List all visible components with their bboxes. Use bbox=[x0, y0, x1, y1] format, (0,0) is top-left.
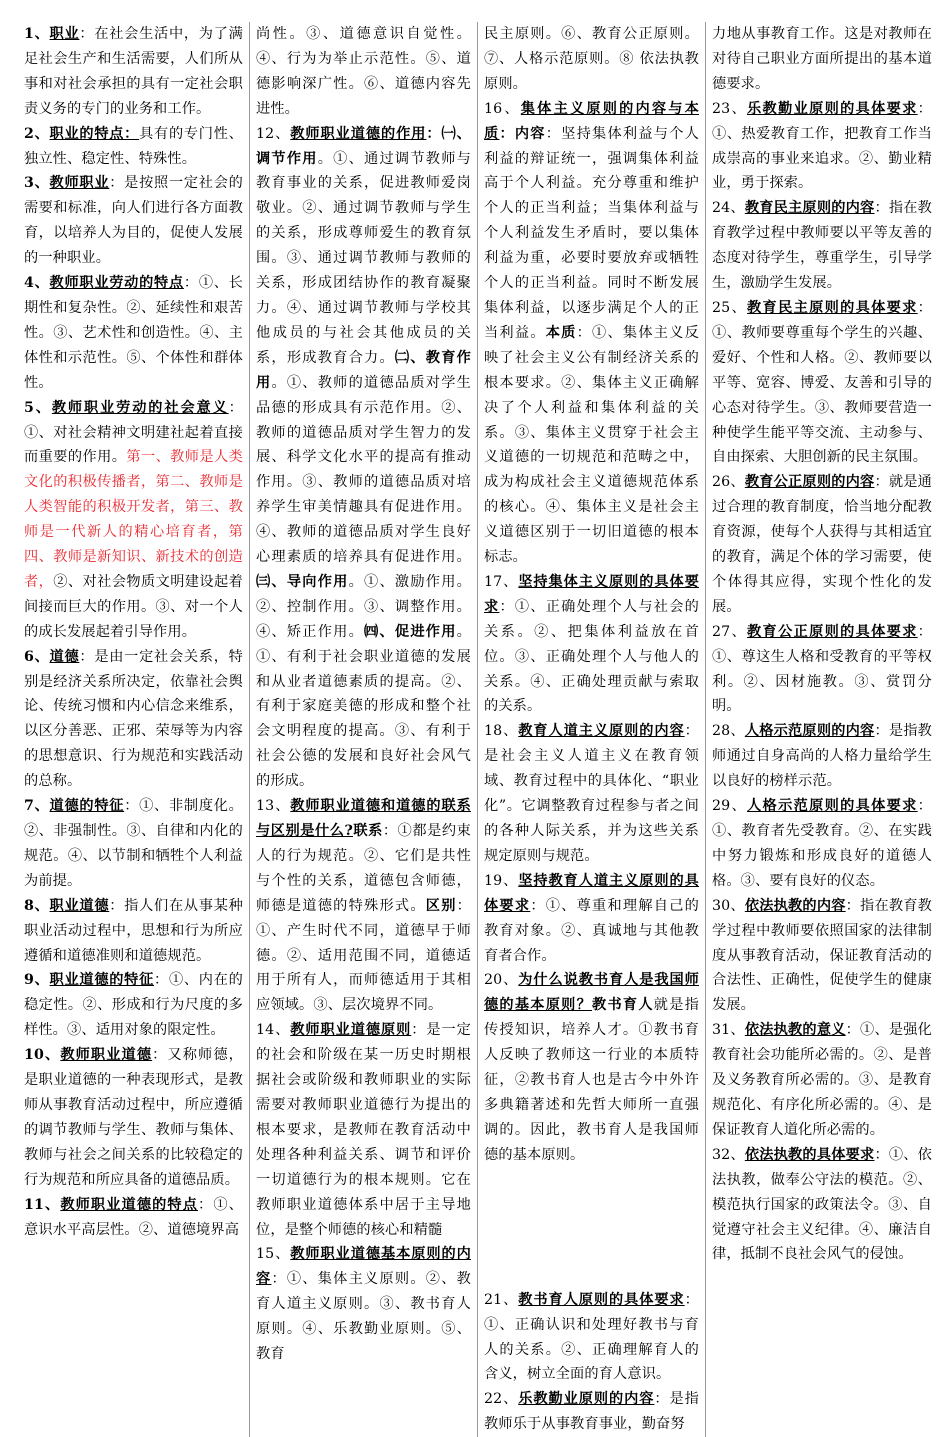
item-22 bbox=[484, 1387, 699, 1437]
item-17 bbox=[484, 570, 699, 719]
item-number: 5、 bbox=[24, 399, 52, 416]
item-term: 教师职业 bbox=[49, 175, 110, 192]
subheading: ：内容 bbox=[499, 125, 546, 142]
item-3 bbox=[24, 171, 243, 271]
item-15 bbox=[256, 1242, 471, 1367]
item-term: 教书育人原则的具体要求 bbox=[518, 1291, 685, 1308]
item-number: 22、 bbox=[484, 1391, 519, 1408]
item-term: 乐教勤业原则的内容 bbox=[518, 1391, 655, 1408]
item-body: 。①、教师的道德品质对学生品德的形成具有示范作用。②、教师的道德品质对学生智力的发展、科学文化水平的提高有推动作用。③、教师的道德品质对培养学生审美情趣具有促进作用。④、教师的道德品质对学生良好心理素质的培养具有促进作用。 bbox=[256, 374, 471, 566]
item-number: 28、 bbox=[712, 723, 745, 740]
item-number: 16、 bbox=[484, 100, 521, 117]
item-number: 30、 bbox=[712, 897, 745, 914]
item-term: 人格示范原则的具体要求 bbox=[747, 798, 918, 815]
item-term: 教育民主原则的内容 bbox=[744, 200, 875, 217]
item-term: 职业 bbox=[49, 26, 80, 42]
subheading: 本质 bbox=[545, 324, 577, 341]
column-4 bbox=[706, 22, 938, 1437]
item-term: 坚持集体主义原则的具体要求 bbox=[484, 573, 699, 615]
item-number: 11、 bbox=[24, 1196, 61, 1213]
item-number: 10、 bbox=[24, 1047, 61, 1064]
item-body: ：①、尊这生人格和受教育的平等权利。②、因材施教。③、赏罚分明。 bbox=[712, 623, 932, 715]
item-term: 人格示范原则的内容 bbox=[744, 723, 875, 740]
item-body: ：①、依法执教，做奉公守法的模范。②、模范执行国家的政策法令。③、自觉遵守社会主义纪律。④、廉洁自律，抵制不良社会风气的侵蚀。 bbox=[712, 1146, 932, 1263]
item-number: 6、 bbox=[24, 648, 50, 665]
item-body: ：①、集体主义反映了社会主义公有制经济关系的根本要求。②、集体主义正确解决了个人利益和集体利益的关系。③、集体主义贯穿于社会主义道德的一切规范和范畴之中，成为构成社会主义道德规范体系的核心。④、集体主义是社会主义道德区别于一切旧道德的根本标志。 bbox=[484, 324, 699, 566]
item-body: ：①、教育者先受教育。②、在实践中努力锻炼和形成良好的道德人格。③、要有良好的仪态。 bbox=[712, 798, 932, 889]
item-26 bbox=[712, 470, 932, 619]
item-term: 集体主义原则的内容与本质 bbox=[484, 100, 699, 142]
item-16 bbox=[484, 97, 699, 570]
item-body: 。①、有利于社会职业道德的发展和从业者道德素质的提高。②、有利于家庭美德的形成和整个社会文明程度的提高。③、有利于社会公德的发展和良好社会风气的形成。 bbox=[256, 623, 471, 790]
item-term: 教育人道主义原则的内容 bbox=[518, 723, 685, 740]
item-8 bbox=[24, 894, 243, 969]
item-number: 24、 bbox=[712, 200, 745, 217]
item-body: ：指在教育教学过程中教师要依照国家的法律制度从事教育活动，保证教育活动的合法性、正确性，促使学生的健康发展。 bbox=[712, 897, 932, 1014]
item-term: 为什么说教书育人是我国师德的基本原则？ bbox=[484, 972, 699, 1014]
item-12 bbox=[256, 122, 471, 794]
item-19 bbox=[484, 869, 699, 969]
item-term: 道德的特征 bbox=[49, 798, 125, 815]
item-term: 教师职业劳动的社会意义 bbox=[51, 399, 229, 416]
item-23 bbox=[712, 97, 932, 197]
item-28 bbox=[712, 719, 932, 794]
item-2 bbox=[24, 122, 243, 172]
subheading: 教书育人 bbox=[592, 997, 654, 1014]
item-body: 。①、激励作用。②、控制作用。③、调整作用。④、矫正作用。 bbox=[256, 573, 472, 640]
item-10 bbox=[24, 1043, 243, 1192]
item-number: 25、 bbox=[712, 299, 748, 316]
item-term: 教师职业道德原则 bbox=[290, 1022, 412, 1039]
item-number: 29、 bbox=[712, 798, 748, 815]
item-number: 18、 bbox=[484, 723, 519, 740]
item-term: 坚持教育人道主义原则的具体要求 bbox=[484, 872, 699, 914]
item-body: 民主原则。⑥、教育公正原则。⑦、人格示范原则。⑧ 依法执教原则。 bbox=[484, 26, 699, 92]
item-number: 8、 bbox=[24, 897, 50, 914]
item-body: ：①、集体主义原则。②、教育人道主义原则。③、教书育人原则。④、乐教勤业原则。⑤、教育 bbox=[256, 1271, 471, 1363]
item-body: 就是指传授知识，培养人才。①教书育人反映了教师这一行业的本质特征，②教书育人也是古今中外许多典籍著述和先哲大师所一直强调的。因此，教书育人是我国师德的基本原则。 bbox=[484, 997, 700, 1163]
item-body-continued: ②、对社会物质文明建设起着间接而巨大的作用。③、对一个人的成长发展起着引导作用。 bbox=[24, 573, 244, 640]
item-term: 教师职业道德 bbox=[60, 1047, 153, 1064]
item-number: 26、 bbox=[712, 474, 745, 491]
item-1 bbox=[24, 22, 243, 122]
item-term: 职业的特点： bbox=[49, 125, 140, 142]
item-number: 3、 bbox=[24, 175, 50, 192]
item-term: 教师职业劳动的特点 bbox=[49, 275, 184, 292]
item-body: ：①都是约束人的行为规范。②、它们是共性与个性的关系，道德包含师德，师德是道德的特殊形式。 bbox=[256, 823, 471, 914]
item-term: 教师职业道德的作用 bbox=[290, 125, 427, 142]
item-body: ：是社会主义人道主义在教育领域、教育过程中的具体化、“职业化”。它调整教育过程参与者之间的各种人际关系，并为这些关系规定原则与规范。 bbox=[484, 723, 699, 864]
item-number: 23、 bbox=[712, 100, 748, 117]
item-32 bbox=[712, 1143, 932, 1268]
item-number: 17、 bbox=[484, 573, 519, 590]
item-number: 1、 bbox=[24, 26, 50, 42]
item-term: 教师职业道德和道德的联系与区别是什么? bbox=[256, 798, 471, 839]
subheading: ㈣、促进作用 bbox=[364, 623, 457, 640]
column-3 bbox=[478, 22, 706, 1437]
item-number: 32、 bbox=[712, 1146, 745, 1163]
item-body: 力地从事教育工作。这是对教师在对待自己职业方面所提出的基本道德要求。 bbox=[712, 26, 932, 92]
blank-space bbox=[484, 1168, 699, 1288]
item-body: ：是由一定社会关系，特别是经济关系所决定，依靠社会舆论、传统习惯和内心信念来维系，以区分善恶、正邪、荣辱等为内容的思想意识、行为规范和实践活动的总称。 bbox=[24, 648, 244, 790]
subheading: 区别 bbox=[425, 897, 457, 914]
item-body: ：①、意识水平高层性。②、道德境界高 bbox=[24, 1196, 243, 1238]
item-body: 尚性。③、道德意识自觉性。④、行为为举止示范性。⑤、道德影响深广性。⑥、道德内容先进性。 bbox=[256, 26, 471, 117]
item-number: 13、 bbox=[256, 798, 291, 815]
item-body: ：指人们在从事某种职业活动过程中，思想和行为所应遵循和道德准则和道德规范。 bbox=[24, 897, 243, 964]
item-18 bbox=[484, 719, 699, 868]
item-body: ：①、正确认识和处理好教书与育人的关系。②、正确理解育人的含义，树立全面的育人意识。 bbox=[484, 1291, 699, 1383]
item-25 bbox=[712, 296, 932, 470]
item-30 bbox=[712, 894, 932, 1019]
item-number: 9、 bbox=[24, 972, 50, 989]
column-1 bbox=[20, 22, 250, 1437]
item-body: ：又称师德，是职业道德的一种表现形式，是教师从事教育活动过程中，所应遵循的调节教师与学生、教师与集体、教师与社会之间关系的比较稳定的行为规范和所应具备的道德品质。 bbox=[24, 1047, 243, 1188]
item-body: ：在社会生活中，为了满足社会生产和生活需要，人们所从事和对社会承担的具有一定社会职责义务的专门的业务和工作。 bbox=[24, 26, 244, 117]
column-2 bbox=[250, 22, 478, 1437]
item-body: ：①、热爱教育工作，把教育工作当成崇高的事业来追求。②、勤业精业，勇于探索。 bbox=[712, 100, 932, 192]
item-body: 具有的专门性、独立性、稳定性、特殊性。 bbox=[24, 125, 244, 167]
item-term: 教育民主原则的具体要求 bbox=[747, 299, 918, 316]
subheading: ㈡、教育作用 bbox=[256, 349, 471, 391]
item-number: 20、 bbox=[484, 972, 519, 989]
item-24 bbox=[712, 196, 932, 296]
item-term: 依法执教的内容 bbox=[744, 897, 846, 914]
item-21 bbox=[484, 1288, 699, 1388]
item-body: ：是指教师通过自身高尚的人格力量给学生以良好的榜样示范。 bbox=[712, 723, 932, 790]
item-body: 。①、通过调节教师与教育事业的关系，促进教师爱岗敬业。②、通过调节教师与学生的关系，形成尊师爱生的教育氛围。③、通过调节教师与教师的关系，形成团结协作的教育凝聚力。④、通过调节教师与学校其他成员的与社会其他成员的关系，形成教育合力。 bbox=[256, 150, 471, 366]
highlighted-text: 第一、教师是人类文化的积极传播者，第二、教师是人类智能的积极开发者，第三、教师是一代新人的精心培育者，第四、教师是新知识、新技术的创造者， bbox=[24, 449, 243, 590]
item-body: ：是一定的社会和阶级在某一历史时期根据社会或阶级和教师职业的实际需要对教师职业道德行为提出的根本要求，是教师在教育活动中处理各种利益关系、调节和评价一切道德行为的根本规则。它在教师职业道德体系中居于主导地位，是整个师德的核心和精髓 bbox=[256, 1022, 471, 1238]
item-term: 教育公正原则的具体要求 bbox=[747, 623, 918, 640]
item-body: ：①、非制度化。②、非强制性。③、自律和内化的规范。④、以节制和牺牲个人利益为前提。 bbox=[24, 798, 244, 889]
item-body: ：指在教育教学过程中教师要以平等友善的态度对待学生，尊重学生，引导学生，激励学生发展。 bbox=[712, 200, 932, 292]
item-number: 15、 bbox=[256, 1246, 291, 1263]
item-15-continued bbox=[484, 22, 699, 97]
item-11 bbox=[24, 1193, 243, 1243]
item-11-continued bbox=[256, 22, 471, 122]
item-22-continued bbox=[712, 22, 932, 97]
item-term: 教师职业道德的特点 bbox=[60, 1196, 199, 1213]
item-29 bbox=[712, 794, 932, 894]
item-number: 4、 bbox=[24, 275, 50, 292]
subheading: 联系 bbox=[352, 823, 383, 839]
item-7 bbox=[24, 794, 243, 894]
item-term: 依法执教的具体要求 bbox=[744, 1146, 875, 1163]
item-number: 12、 bbox=[256, 125, 291, 142]
item-body: ：①、对社会精神文明建社起着直接而重要的作用。 bbox=[24, 399, 244, 466]
item-term: 道德 bbox=[49, 648, 80, 665]
item-13 bbox=[256, 794, 471, 1018]
item-term: 职业道德的特征 bbox=[49, 972, 155, 989]
item-4 bbox=[24, 271, 243, 396]
item-number: 7、 bbox=[24, 798, 50, 815]
subheading: ㈢、导向作用 bbox=[256, 573, 349, 590]
item-term: 教师职业道德基本原则的内容 bbox=[256, 1246, 471, 1288]
item-5 bbox=[24, 396, 243, 645]
item-number: 19、 bbox=[484, 872, 519, 889]
item-body: ：坚持集体利益与个人利益的辩证统一，强调集体利益高于个人利益。充分尊重和维护个人的正当利益；当集体利益与个人利益发生矛盾时，要以集体利益为重，必要时要放弃或牺牲个人的正当利益。同时不断发展集体利益，以逐步满足个人的正当利益。 bbox=[484, 125, 699, 341]
item-term: 教育公正原则的内容 bbox=[744, 474, 875, 491]
item-body: ：①、尊重和理解自己的教育对象。②、真诚地与其他教育者合作。 bbox=[484, 897, 699, 964]
item-body: ：①、是强化教育社会功能所必需的。②、是普及义务教育所必需的。③、是教育规范化、有序化所必需的。④、是保证教育人道化所必需的。 bbox=[712, 1022, 932, 1138]
item-number: 14、 bbox=[256, 1022, 291, 1039]
item-body: ：①、正确处理个人与社会的关系。②、把集体利益放在首位。③、正确处理个人与他人的关系。④、正确处理贡献与索取的关系。 bbox=[484, 598, 699, 715]
item-body: ：①、产生时代不同，道德早于师德。②、适用范围不同，道德适用于所有人，而师德适用于其相应领域。③、层次境界不同。 bbox=[256, 897, 471, 1014]
item-31 bbox=[712, 1018, 932, 1143]
item-number: 2、 bbox=[24, 125, 50, 142]
item-number: 21、 bbox=[484, 1291, 519, 1308]
item-14 bbox=[256, 1018, 471, 1242]
item-term: 职业道德 bbox=[49, 897, 110, 914]
item-body: ：是按照一定社会的需要和标准，向人们进行各方面教育，以培养人为目的，促使人发展的一种职业。 bbox=[24, 175, 243, 267]
item-body: ：就是通过合理的教育制度，恰当地分配教育资源，使每个人获得与其相适宜的教育，满足个体的学习需要，使个体得其应得，实现个性化的发展。 bbox=[712, 474, 932, 615]
item-body: ：①、内在的稳定性。②、形成和行为尺度的多样性。③、适用对象的限定性。 bbox=[24, 972, 243, 1039]
item-6 bbox=[24, 645, 243, 794]
item-20 bbox=[484, 968, 699, 1167]
item-27 bbox=[712, 620, 932, 720]
item-body: ：①、教师要尊重每个学生的兴趣、爱好、个性和人格。②、教师要以平等、宽容、博爱、友善和引导的心态对待学生。③、教师要营造一种使学生能平等交流、主动参与、自由探索、大胆创新的民主氛围。 bbox=[712, 299, 932, 466]
item-9 bbox=[24, 968, 243, 1043]
item-number: 27、 bbox=[712, 623, 748, 640]
item-number: 31、 bbox=[712, 1022, 745, 1039]
subheading: ：㈠、调节作用 bbox=[256, 125, 471, 167]
item-body: ：是指教师乐于从事教育事业，勤奋努 bbox=[484, 1391, 699, 1433]
item-body: ：①、长期性和复杂性。②、延续性和艰苦性。③、艺术性和创造性。④、主体性和示范性。⑤、个体性和群体性。 bbox=[24, 275, 244, 391]
item-term: 乐教勤业原则的具体要求 bbox=[747, 100, 918, 117]
item-term: 依法执教的意义 bbox=[744, 1022, 846, 1039]
